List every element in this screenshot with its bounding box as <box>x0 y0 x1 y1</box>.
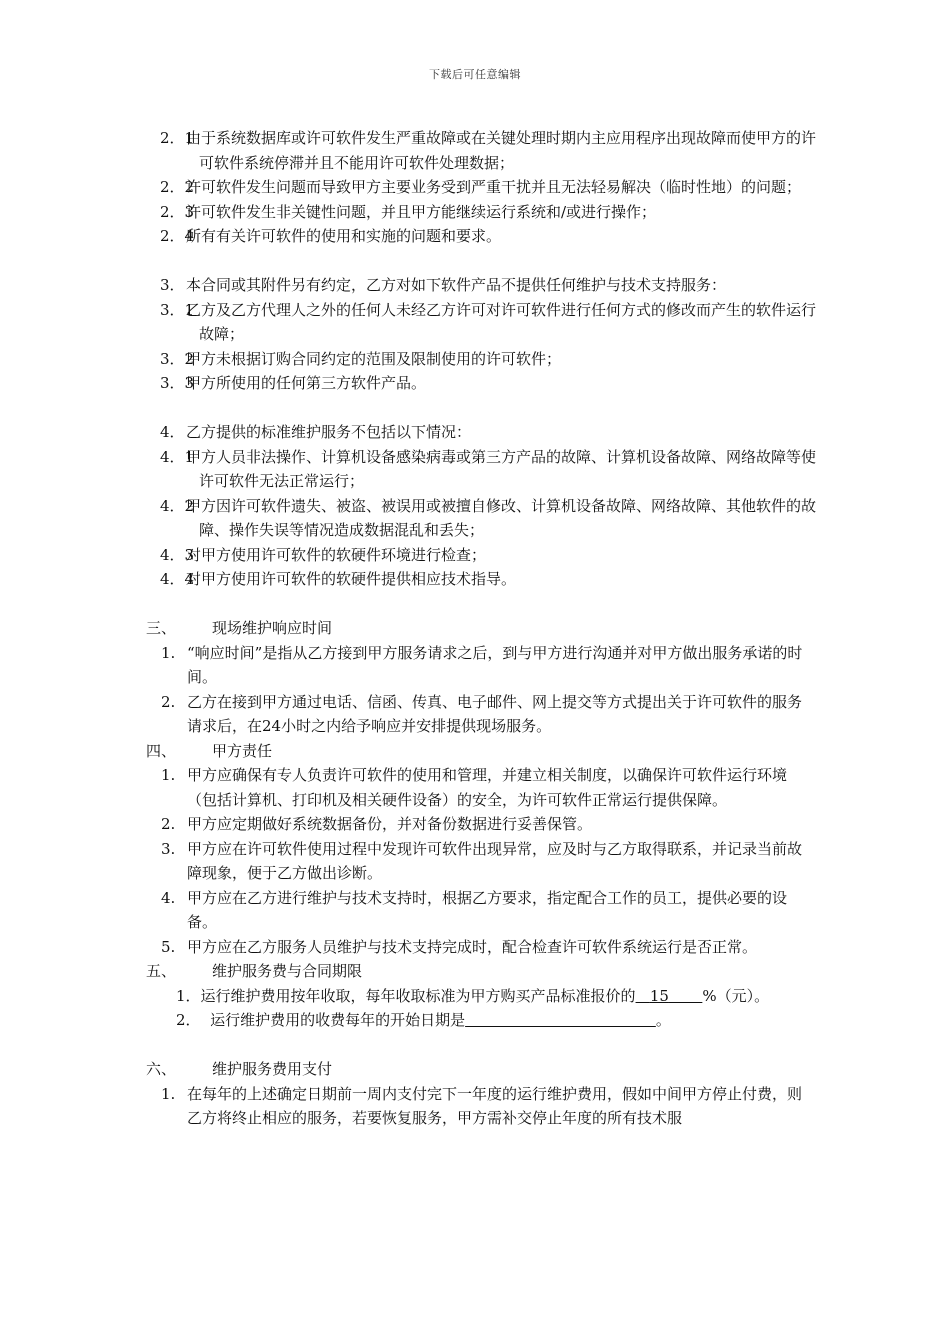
sec4-item-3 <box>161 837 807 886</box>
item-text: 乙方在接到甲方通过电话、信函、传真、电子邮件、网上提交等方式提出关于许可软件的服务请求后，在24小时之内给予响应并安排提供现场服务。 <box>187 692 803 735</box>
clause-number: 2．2 <box>160 178 195 196</box>
clause-text: 乙方提供的标准维护服务不包括以下情况： <box>186 423 472 441</box>
section-number: 五、 <box>146 962 177 980</box>
sec3-item-1 <box>161 641 807 690</box>
clause-text: 所有有关许可软件的使用和实施的问题和要求。 <box>186 227 502 245</box>
clause-text: 对甲方使用许可软件的软硬件提供相应技术指导。 <box>186 570 517 588</box>
clause-number: 4．3 <box>160 545 195 564</box>
section-heading-5 <box>0 959 950 984</box>
item-number: 1. <box>161 643 176 662</box>
item-text: 甲方应在乙方进行维护与技术支持时，根据乙方要求，指定配合工作的员工，提供必要的设备。 <box>187 888 788 931</box>
item-text: 甲方应定期做好系统数据备份，并对备份数据进行妥善保管。 <box>187 815 593 833</box>
fee-percentage-blank <box>636 987 703 1005</box>
clause-text: 甲方因许可软件遗失、被盗、被误用或被擅自修改、计算机设备故障、网络故障、其他软件的故障、操作失误等情况造成数据混乱和丢失； <box>186 496 817 539</box>
sec4-item-2 <box>161 812 807 837</box>
clause-4 <box>160 420 819 445</box>
start-date-blank <box>465 1011 656 1029</box>
section-title: 甲方责任 <box>212 741 273 760</box>
clause-text: 甲方人员非法操作、计算机设备感染病毒或第三方产品的故障、计算机设备故障、网络故障等使许可软件无法正常运行； <box>186 447 817 490</box>
clause-number: 3．3 <box>160 374 195 392</box>
clause-text: 本合同或其附件另有约定，乙方对如下软件产品不提供任何维护与技术支持服务： <box>186 276 727 294</box>
item-number: 5. <box>161 937 176 956</box>
clause-text: 对甲方使用许可软件的软硬件环境进行检查； <box>186 545 487 564</box>
clause-3 <box>160 273 819 298</box>
clause-text: 甲方未根据订购合同约定的范围及限制使用的许可软件； <box>186 349 562 368</box>
clause-text: 由于系统数据库或许可软件发生严重故障或在关键处理时期内主应用程序出现故障而使甲方的许可软件系统停滞并且不能用许可软件处理数据； <box>186 129 817 172</box>
item-text-tail: 。 <box>655 1011 671 1029</box>
item-number: 1. <box>161 766 176 784</box>
clause-number: 4．2 <box>160 496 195 515</box>
clause-2-3 <box>160 200 819 225</box>
item-text-tail: %（元）。 <box>702 986 770 1005</box>
clause-number: 4． <box>160 423 185 441</box>
item-text: 甲方应确保有专人负责许可软件的使用和管理，并建立相关制度，以确保许可软件运行环境（包括计算机、打印机及相关硬件设备）的安全，为许可软件正常运行提供保障。 <box>187 766 788 809</box>
section-title: 现场维护响应时间 <box>212 619 333 637</box>
clause-number: 3．1 <box>160 300 195 319</box>
document-body <box>0 126 950 1131</box>
section-number: 四、 <box>146 741 177 760</box>
section-title: 维护服务费用支付 <box>212 1060 333 1078</box>
section-heading-3 <box>0 616 950 641</box>
clause-text: 乙方及乙方代理人之外的任何人未经乙方许可对许可软件进行任何方式的修改而产生的软件运行故障； <box>186 300 817 343</box>
clause-number: 3． <box>160 276 185 294</box>
sec5-item-2 <box>176 1008 816 1033</box>
clause-2-1 <box>160 126 819 175</box>
page-header: 下载后可任意编辑 <box>429 68 521 81</box>
clause-number: 2．3 <box>160 202 195 221</box>
clause-2-4 <box>160 224 819 249</box>
fee-percentage: 15 <box>649 986 669 1005</box>
item-number: 2. <box>161 815 176 833</box>
sec3-item-2 <box>161 690 807 739</box>
clause-2-2 <box>160 175 819 200</box>
section-title: 维护服务费与合同期限 <box>212 962 363 980</box>
item-text: 甲方应在乙方服务人员维护与技术支持完成时，配合检查许可软件系统运行是否正常。 <box>187 937 758 956</box>
clause-number: 4．1 <box>160 447 195 466</box>
clause-4-2 <box>160 494 819 543</box>
section-heading-6 <box>0 1057 950 1082</box>
section-number: 六、 <box>146 1060 177 1078</box>
section-heading-4 <box>0 739 950 764</box>
sec4-item-4 <box>161 886 807 935</box>
sec4-item-1 <box>161 763 807 812</box>
clause-number: 3．2 <box>160 349 195 368</box>
item-number: 1. <box>161 1084 176 1103</box>
clause-number: 2．1 <box>160 129 195 147</box>
section-number: 三、 <box>146 619 177 637</box>
item-number: 3. <box>161 839 176 858</box>
clause-3-3 <box>160 371 819 396</box>
item-text: 甲方应在许可软件使用过程中发现许可软件出现异常，应及时与乙方取得联系，并记录当前故障现象，便于乙方做出诊断。 <box>187 839 803 882</box>
clause-number: 2．4 <box>160 227 195 245</box>
clause-3-2 <box>160 347 819 372</box>
clause-4-1 <box>160 445 819 494</box>
item-text: 2． 运行维护费用的收费每年的开始日期是 <box>176 1011 466 1029</box>
clause-text: 许可软件发生非关键性问题，并且甲方能继续运行系统和/或进行操作； <box>186 202 657 221</box>
item-text: 在每年的上述确定日期前一周内支付完下一年度的运行维护费用，假如中间甲方停止付费，则乙方将终止相应的服务，若要恢复服务，甲方需补交停止年度的所有技术服 <box>187 1084 803 1127</box>
clause-text: 甲方所使用的任何第三方软件产品。 <box>186 374 427 392</box>
item-text: “响应时间”是指从乙方接到甲方服务请求之后，到与甲方进行沟通并对甲方做出服务承诺的时间。 <box>187 643 803 686</box>
sec4-item-5 <box>161 935 827 960</box>
clause-3-1 <box>160 298 819 347</box>
item-number: 2. <box>161 692 176 711</box>
clause-4-4 <box>160 567 819 592</box>
sec6-item-1 <box>161 1082 807 1131</box>
clause-text: 许可软件发生问题而导致甲方主要业务受到严重干扰并且无法轻易解决（临时性地）的问题； <box>186 178 802 196</box>
clause-4-3 <box>160 543 819 568</box>
item-text: 1．运行维护费用按年收取，每年收取标准为甲方购买产品标准报价的 <box>176 986 636 1005</box>
clause-number: 4．4 <box>160 570 195 588</box>
item-number: 4. <box>161 888 176 907</box>
sec5-item-1 <box>146 984 810 1009</box>
